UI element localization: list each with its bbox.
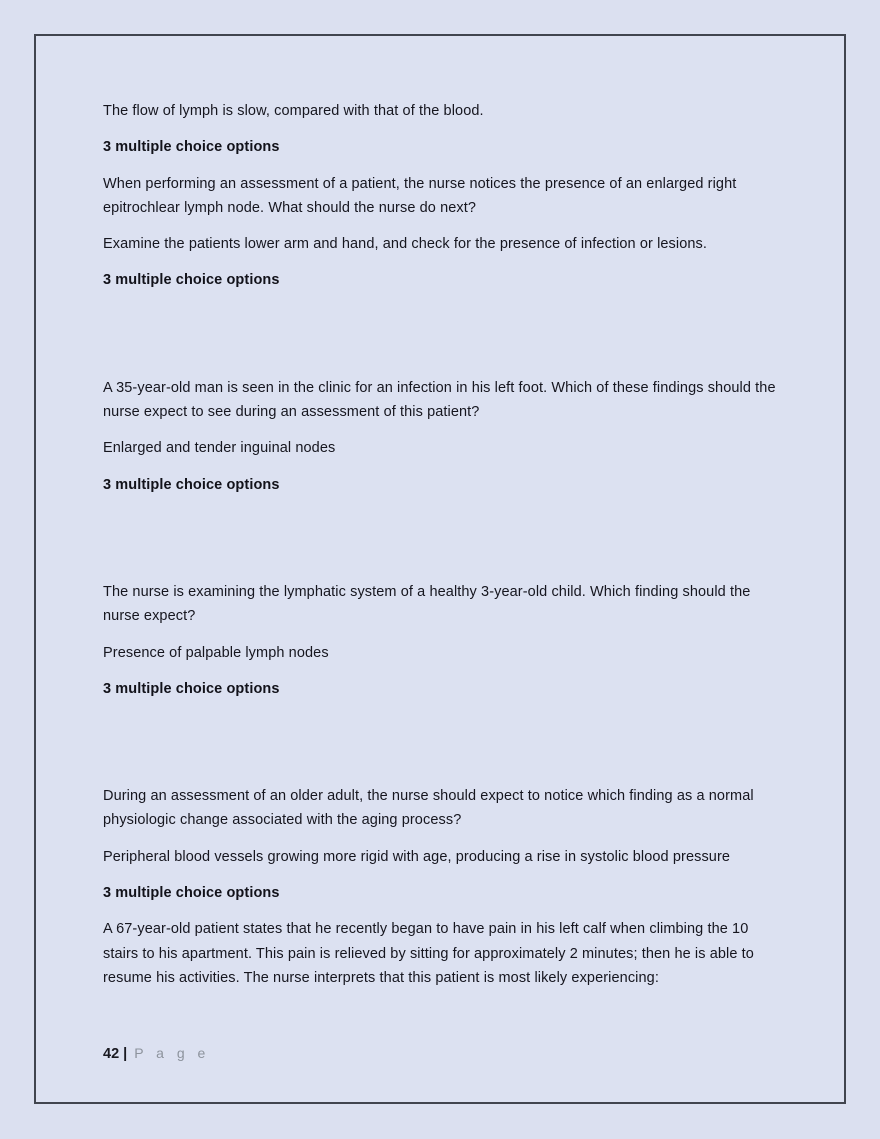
question-text: The nurse is examining the lymphatic system of a healthy 3-year-old child. Which finding should the nurse expect? — [103, 583, 751, 625]
answer-text: Peripheral blood vessels growing more rigid with age, producing a rise in systolic blood pressure — [103, 848, 731, 865]
blank-space — [103, 713, 778, 784]
options-label: 3 multiple choice options — [103, 272, 280, 289]
blank-space — [103, 305, 778, 376]
answer-text: The flow of lymph is slow, compared with that of the blood. — [103, 103, 484, 119]
page-content — [36, 36, 844, 990]
options-label: 3 multiple choice options — [103, 885, 280, 902]
page-footer — [103, 1041, 210, 1066]
options-label: 3 multiple choice options — [103, 680, 280, 697]
options-label: 3 multiple choice options — [103, 139, 280, 156]
footer-page-label: P a g e — [134, 1045, 210, 1061]
question-text: A 67-year-old patient states that he recently began to have pain in his left calf when climbing the 10 stairs to his apartment. This pain is relieved by sitting for approximately 2 minutes; then he is able to resume his activities. The nurse interprets that this patient is most likely experiencing: — [103, 921, 754, 986]
page-number: 42 — [103, 1046, 120, 1062]
answer-text: Presence of palpable lymph nodes — [103, 644, 329, 661]
answer-text: Examine the patients lower arm and hand, and check for the presence of infection or lesions. — [103, 236, 708, 253]
question-text: During an assessment of an older adult, the nurse should expect to notice which finding as a normal physiologic change associated with the aging process? — [103, 788, 754, 829]
answer-text: Enlarged and tender inguinal nodes — [103, 440, 336, 457]
document-page — [34, 34, 846, 1104]
footer-separator: | — [123, 1046, 128, 1062]
options-label: 3 multiple choice options — [103, 476, 280, 493]
blank-space — [103, 509, 778, 580]
question-text: A 35-year-old man is seen in the clinic for an infection in his left foot. Which of these findings should the nurse expect to see during an assessment of this patient? — [103, 379, 776, 421]
question-text: When performing an assessment of a patient, the nurse notices the presence of an enlarged right epitrochlear lymph node. What should the nurse do next? — [103, 175, 737, 216]
